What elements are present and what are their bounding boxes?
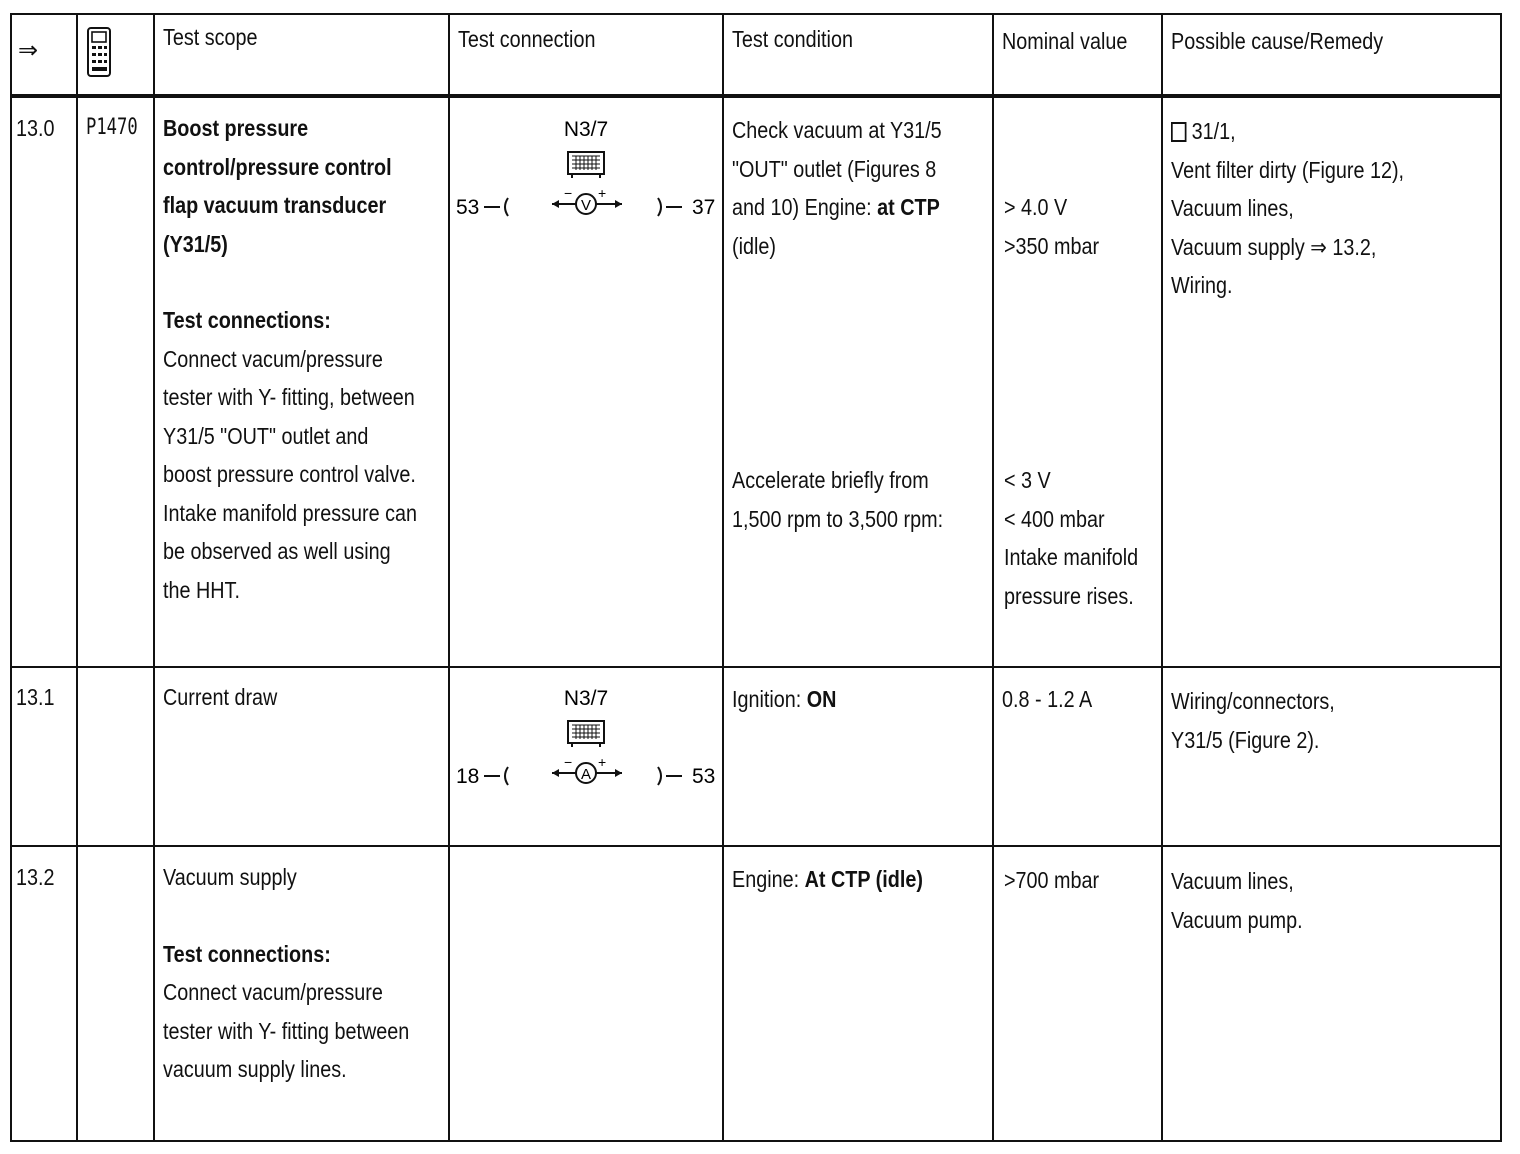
cause-line: 31/1, xyxy=(1171,112,1404,151)
scope-body-line: be observed as well using xyxy=(163,538,391,564)
table-left-border xyxy=(10,13,12,1142)
header-nominal-value: Nominal value xyxy=(1002,28,1128,54)
meter-letter: V xyxy=(580,197,592,214)
right-pin-label: 53 xyxy=(692,765,716,788)
cause-line: Wiring/connectors, xyxy=(1171,688,1335,714)
header-test-connection: Test connection xyxy=(458,26,596,52)
test-connection-diagram xyxy=(452,679,720,799)
scope-body-line: tester with Y- fitting between xyxy=(163,1017,410,1044)
left-connector xyxy=(484,198,508,216)
scope-body-line: the HHT. xyxy=(163,576,240,603)
possible-cause-text xyxy=(1171,112,1404,305)
scope-body-line: Y31/5 "OUT" outlet and xyxy=(163,422,369,449)
nominal-line: pressure rises. xyxy=(1004,582,1134,609)
scope-body-line: Connect vacum/pressure xyxy=(163,345,383,372)
column-divider xyxy=(153,13,155,1142)
plus-sign: + xyxy=(598,185,607,201)
test-connection-diagram xyxy=(452,110,720,230)
condition-line: Accelerate briefly from xyxy=(732,467,929,493)
nominal-value-text xyxy=(1004,461,1138,615)
nominal-line: > 4.0 V xyxy=(1004,194,1068,220)
possible-cause-text xyxy=(1171,682,1335,759)
module-label: N3/7 xyxy=(563,687,609,710)
meter-letter: A xyxy=(580,766,592,783)
scope-title-line: (Y31/5) xyxy=(163,230,228,257)
column-divider xyxy=(448,13,450,1142)
condition-line: Check vacuum at Y31/5 xyxy=(732,117,942,143)
test-condition-text: Ignition: ON xyxy=(732,686,837,712)
right-connector xyxy=(658,767,682,785)
condition-line: and 10) Engine: at CTP xyxy=(732,194,940,220)
minus-sign: − xyxy=(564,185,573,201)
cause-line: Wiring. xyxy=(1171,272,1233,298)
control-module-icon xyxy=(568,152,604,178)
test-connections-heading: Test connections: xyxy=(163,307,331,333)
nominal-line: < 400 mbar xyxy=(1004,505,1105,532)
column-divider xyxy=(1161,13,1163,1142)
plus-sign: + xyxy=(598,754,607,770)
hand-held-tester-icon xyxy=(86,26,112,83)
table-bottom-border xyxy=(10,1140,1502,1142)
possible-cause-text xyxy=(1171,862,1303,939)
step-number: 13.2 xyxy=(16,864,55,890)
scope-title-line: flap vacuum transducer xyxy=(163,192,387,218)
left-pin-label: 53 xyxy=(456,196,480,219)
row-divider xyxy=(10,666,1502,668)
cause-line: Y31/5 (Figure 2). xyxy=(1171,726,1320,753)
nominal-value-text: >700 mbar xyxy=(1004,867,1100,893)
test-scope-text: Current draw xyxy=(163,684,278,710)
scope-body-line: tester with Y- fitting, between xyxy=(163,384,415,410)
row-divider xyxy=(10,845,1502,847)
cause-line: Vacuum pump. xyxy=(1171,906,1303,933)
column-divider xyxy=(992,13,994,1142)
step-number: 13.0 xyxy=(16,115,55,141)
control-module-icon xyxy=(568,721,604,747)
test-condition-text: Engine: At CTP (idle) xyxy=(732,866,923,892)
scope-title-line: control/pressure control xyxy=(163,153,392,180)
left-pin-label: 18 xyxy=(456,765,480,788)
header-bottom-rule xyxy=(10,94,1502,98)
nominal-line: >350 mbar xyxy=(1004,232,1100,259)
scope-body-line: Intake manifold pressure can xyxy=(163,499,417,526)
minus-sign: − xyxy=(564,754,573,770)
left-connector xyxy=(484,767,508,785)
test-condition-text xyxy=(732,461,943,538)
test-scope-text xyxy=(163,858,409,1089)
nominal-line: < 3 V xyxy=(1004,467,1051,493)
header-test-scope: Test scope xyxy=(163,24,258,50)
step-number: 13.1 xyxy=(16,684,55,710)
table-right-border xyxy=(1500,13,1502,1142)
test-scope-text xyxy=(163,109,417,609)
fault-code: P1470 xyxy=(86,115,138,140)
header-test-condition: Test condition xyxy=(732,26,853,52)
cause-line: Vacuum lines, xyxy=(1171,868,1294,894)
test-condition-text xyxy=(732,111,942,265)
module-label: N3/7 xyxy=(563,118,609,141)
condition-line: (idle) xyxy=(732,232,776,259)
document-reference-icon xyxy=(1171,122,1186,142)
header-possible-cause: Possible cause/Remedy xyxy=(1171,28,1384,54)
condition-line: "OUT" outlet (Figures 8 xyxy=(732,155,937,182)
table-top-border xyxy=(10,13,1502,15)
scope-title-line: Boost pressure xyxy=(163,115,309,141)
nominal-value-text: 0.8 - 1.2 A xyxy=(1002,686,1093,712)
cause-line: Vacuum lines, xyxy=(1171,195,1294,221)
test-connections-heading: Test connections: xyxy=(163,940,331,967)
scope-title-line: Vacuum supply xyxy=(163,864,297,890)
cause-line: Vent filter dirty (Figure 12), xyxy=(1171,156,1405,183)
condition-line: 1,500 rpm to 3,500 rpm: xyxy=(732,505,944,532)
scope-body-line: vacuum supply lines. xyxy=(163,1056,347,1082)
column-divider xyxy=(76,13,78,1142)
scope-body-line: boost pressure control valve. xyxy=(163,461,416,487)
nominal-value-text xyxy=(1004,188,1099,265)
header-arrow: ⇒ xyxy=(18,37,39,64)
right-pin-label: 37 xyxy=(692,196,716,219)
cause-line: Vacuum supply ⇒ 13.2, xyxy=(1171,233,1377,260)
column-divider xyxy=(722,13,724,1142)
nominal-line: Intake manifold xyxy=(1004,544,1139,570)
scope-body-line: Connect vacum/pressure xyxy=(163,979,383,1005)
right-connector xyxy=(658,198,682,216)
